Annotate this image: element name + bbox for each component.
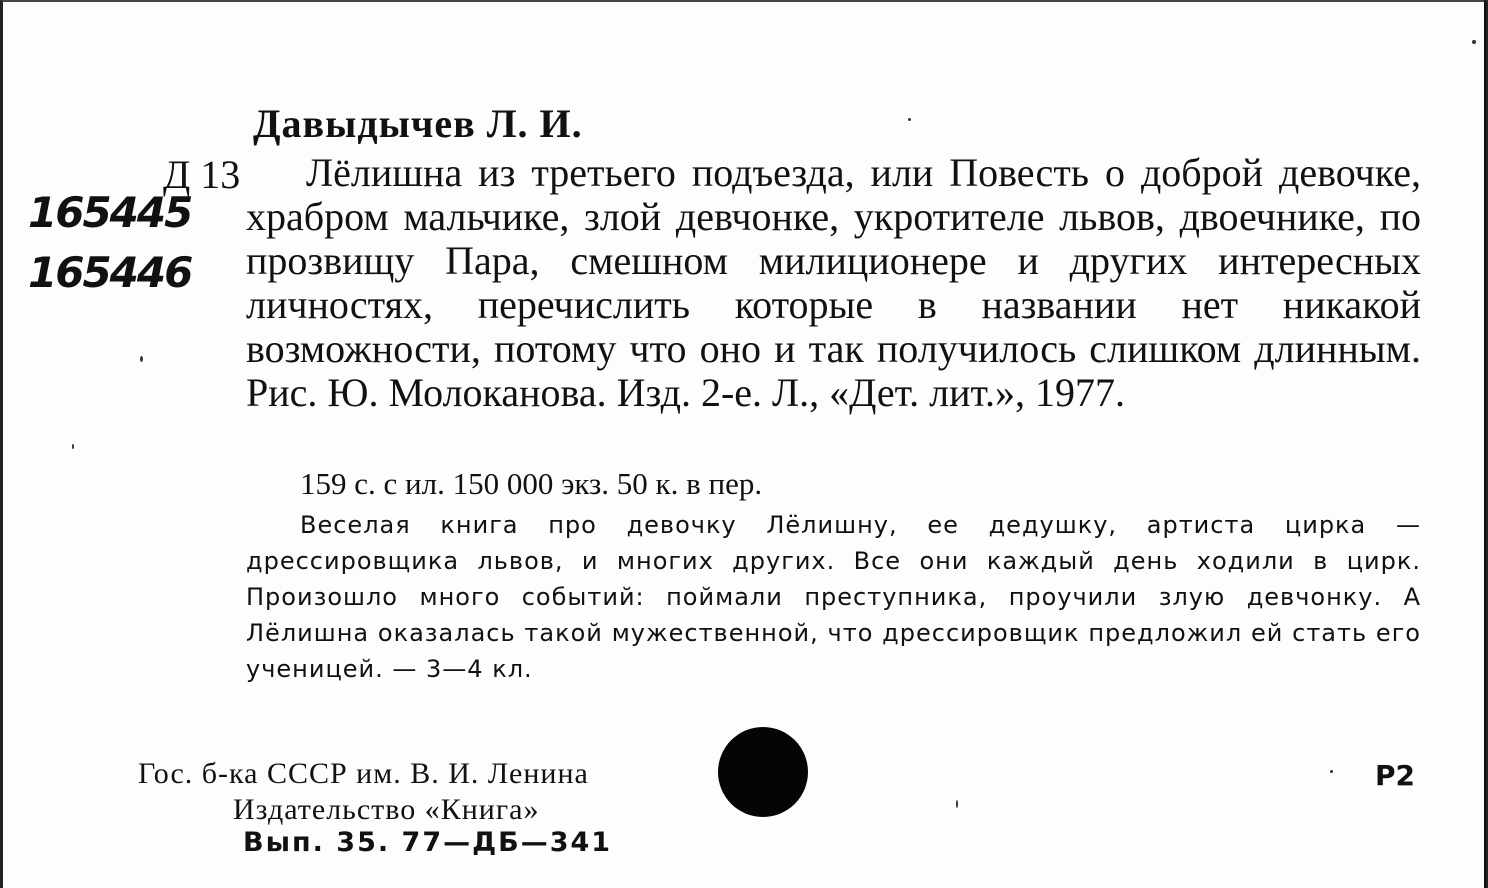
inventory-number: 165445: [28, 188, 192, 237]
inventory-number: 165446: [28, 248, 192, 297]
classmark: Р2: [1375, 759, 1416, 792]
author-heading: Давыдычев Л. И.: [253, 101, 583, 146]
imprint-line: 159 с. с ил. 150 000 экз. 50 к. в пер.: [300, 466, 763, 501]
title-description: Лёлишна из третьего подъезда, или Повесть о доброй девочке, храбром мальчике, злой девчонке, укротителе львов, двоечнике, по прозвищу Пара, смешном милиционере и других интересных личностях, перечислить которые в названии нет никакой возможности, потому что оно и так получилось слишком длинным. Рис. Ю. Молоканова. Изд. 2-е. Л., «Дет. лит.», 1977.: [246, 150, 1421, 415]
footer-library: Гос. б-ка СССР им. В. И. Ленина: [138, 757, 589, 790]
speck: [956, 800, 958, 808]
punch-hole: [718, 727, 808, 817]
speck: [72, 444, 74, 449]
speck: [1330, 770, 1333, 773]
speck: [908, 118, 911, 121]
speck: [1472, 40, 1476, 44]
shelfmark: Д 13: [163, 152, 241, 197]
footer-issue: Вып. 35. 77—ДБ—341: [243, 827, 613, 858]
annotation: Веселая книга про девочку Лёлишну, ее дедушку, артиста цирка — дрессировщика львов, и многих других. Все они каждый день ходили в цирк. Произошло много событий: поймали преступника, проучили злую девчонку. А Лёлишна оказалась такой мужественной, что дрессировщик предложил ей стать его ученицей. — 3—4 кл.: [246, 511, 1421, 683]
speck: [140, 356, 143, 362]
footer-publisher: Издательство «Книга»: [233, 793, 540, 826]
card-edge: [1484, 0, 1486, 888]
